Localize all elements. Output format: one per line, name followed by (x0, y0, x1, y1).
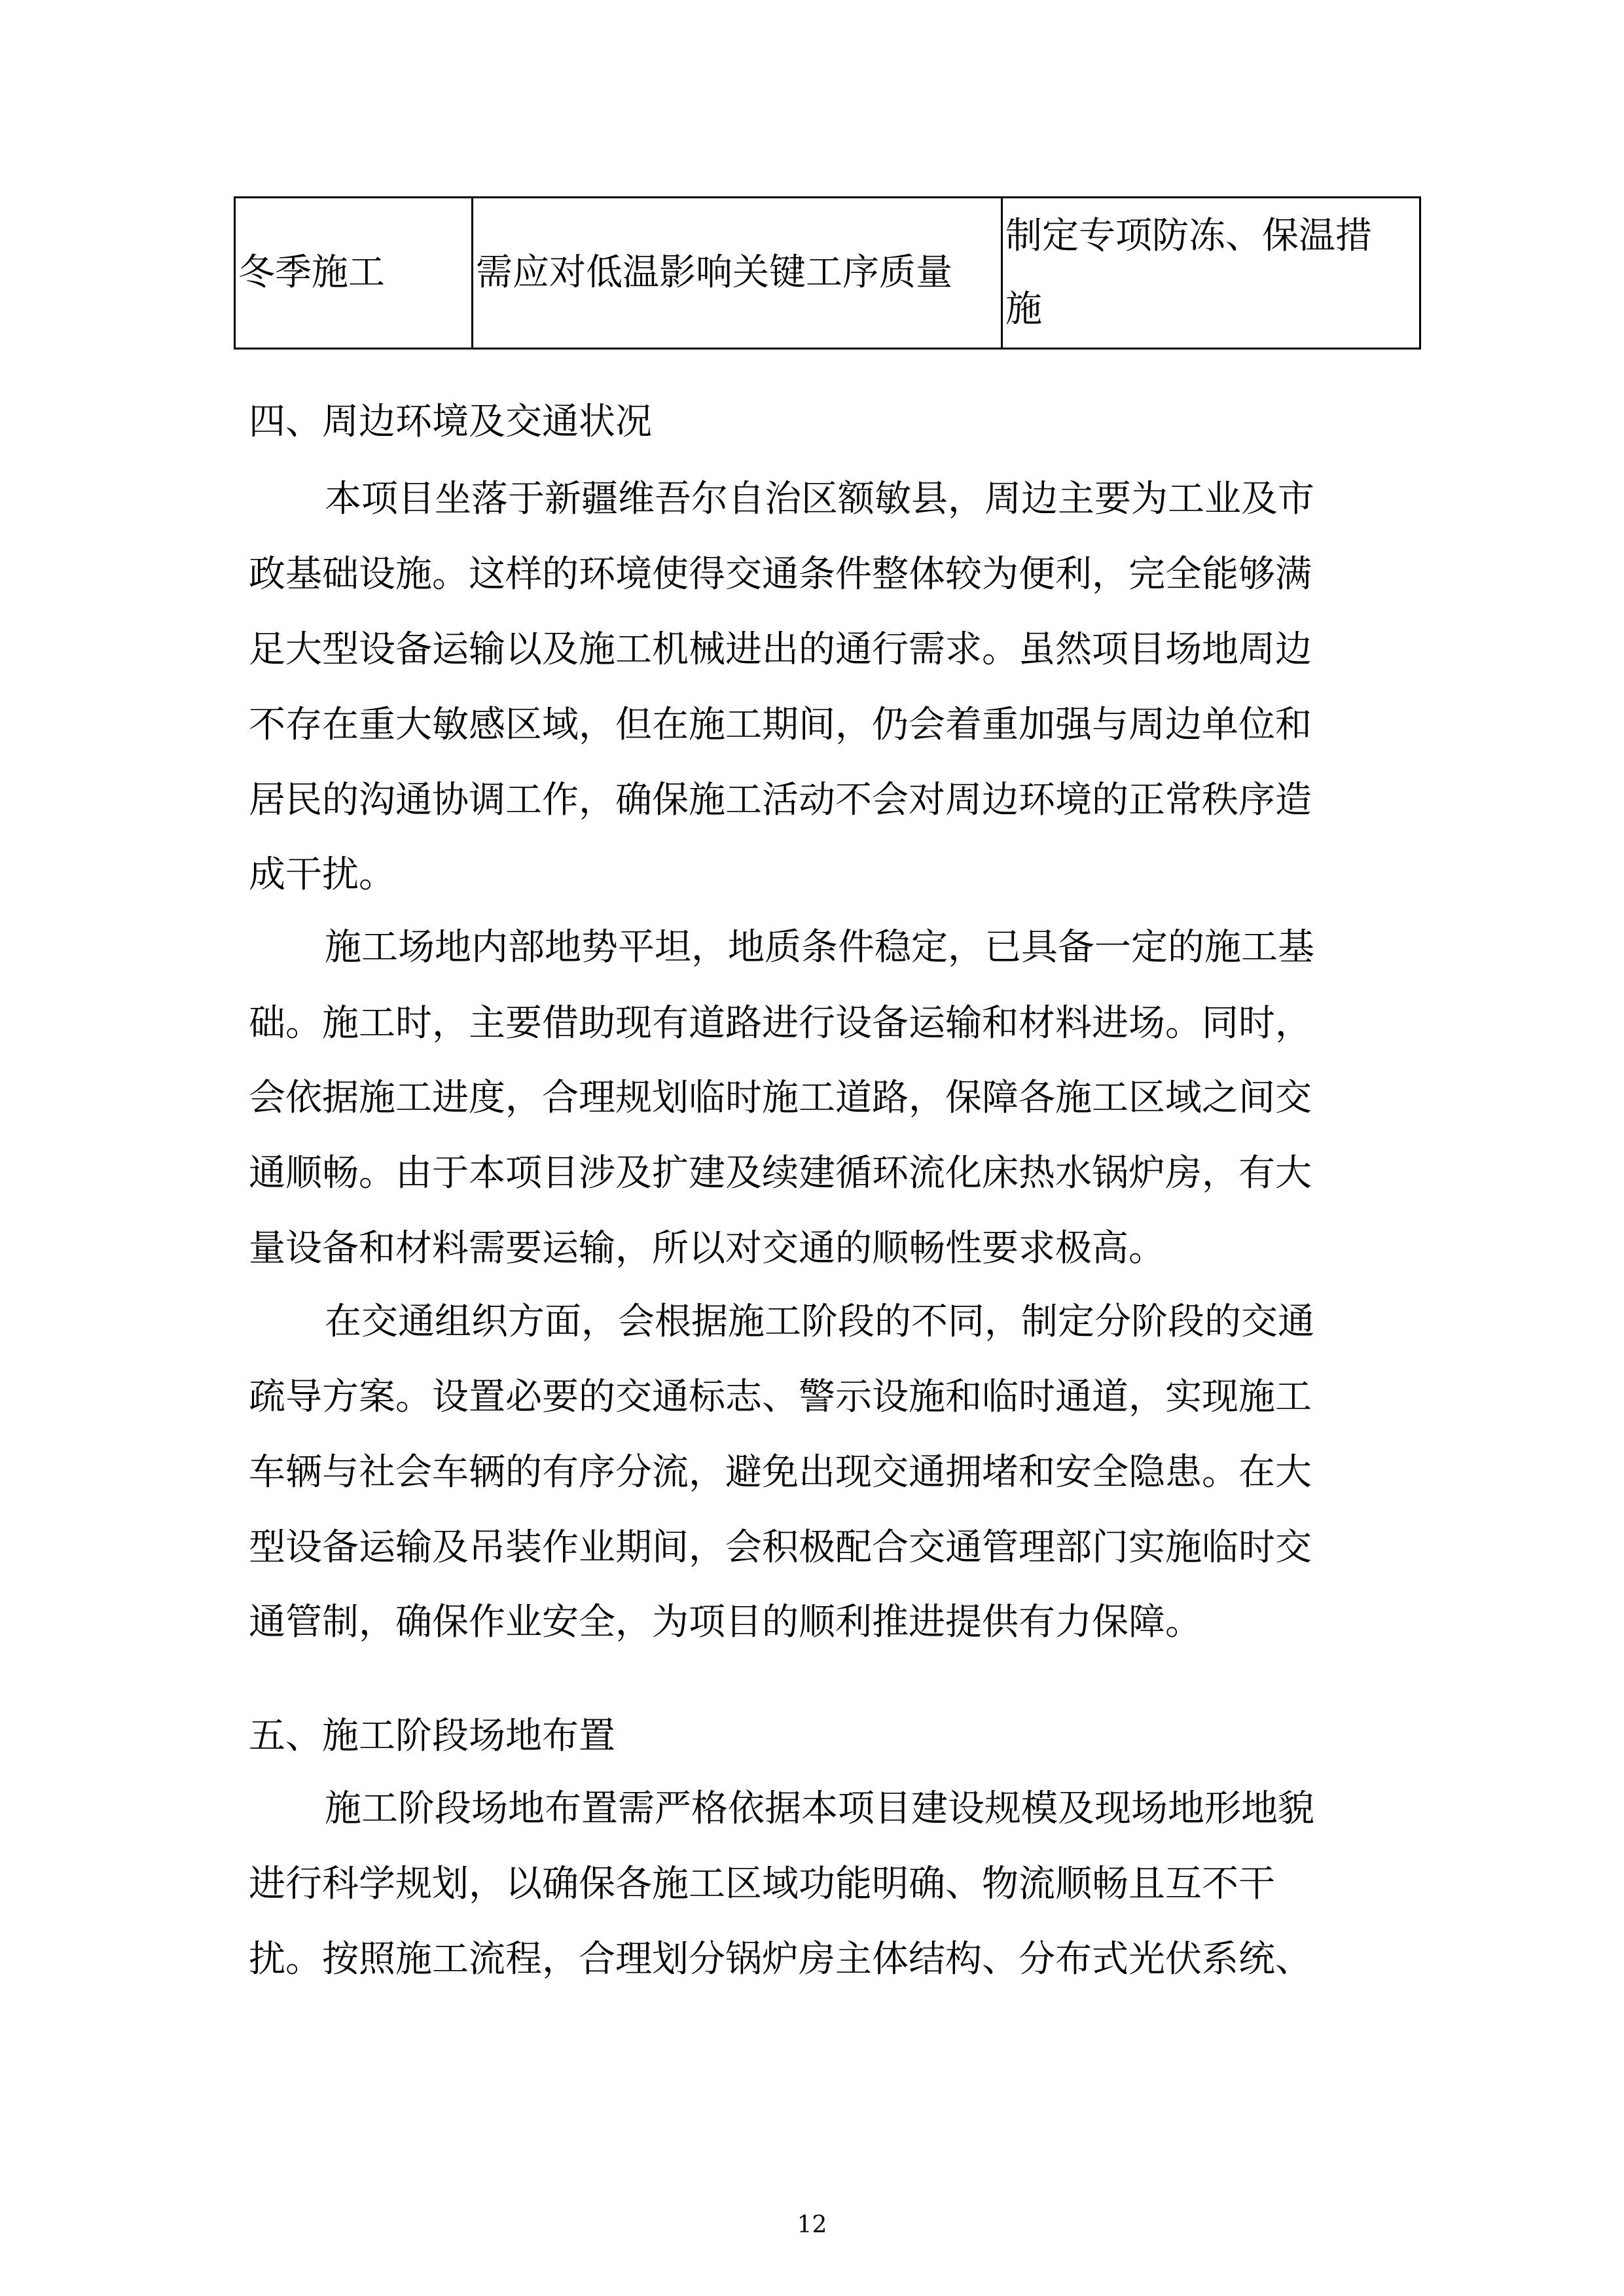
paragraph-line: 车辆与社会车辆的有序分流，避免出现交通拥堵和安全隐患。在大 (249, 1451, 1312, 1494)
paragraph-line: 施工场地内部地势平坦，地质条件稳定，已具备一定的施工基 (325, 926, 1314, 969)
paragraph-line: 居民的沟通协调工作，确保施工活动不会对周边环境的正常秩序造 (249, 779, 1312, 821)
paragraph-line: 量设备和材料需要运输，所以对交通的顺畅性要求极高。 (249, 1227, 1165, 1270)
paragraph-line: 政基础设施。这样的环境使得交通条件整体较为便利，完全能够满 (249, 553, 1312, 596)
table-cell-measure (1002, 198, 1420, 349)
paragraph-line: 型设备运输及吊装作业期间，会积极配合交通管理部门实施临时交 (249, 1526, 1312, 1569)
paragraph-line: 施工阶段场地布置需严格依据本项目建设规模及现场地形地貌 (325, 1787, 1314, 1830)
paragraph-line: 础。施工时，主要借助现有道路进行设备运输和材料进场。同时， (249, 1002, 1312, 1045)
paragraph-line: 会依据施工进度，合理规划临时施工道路，保障各施工区域之间交 (249, 1077, 1312, 1119)
paragraph-line: 进行科学规划，以确保各施工区域功能明确、物流顺畅且互不干 (249, 1863, 1275, 1905)
page-number: 12 (797, 2212, 827, 2238)
paragraph-line: 疏导方案。设置必要的交通标志、警示设施和临时通道，实现施工 (249, 1376, 1312, 1418)
paragraph-line: 成干扰。 (249, 853, 395, 896)
paragraph-line: 在交通组织方面，会根据施工阶段的不同，制定分阶段的交通 (325, 1300, 1314, 1343)
paragraph-line: 足大型设备运输以及施工机械进出的通行需求。虽然项目场地周边 (249, 628, 1312, 671)
table-row (235, 198, 1420, 349)
measure-line-2: 施 (1005, 288, 1042, 331)
paragraph-line: 不存在重大敏感区域，但在施工期间，仍会着重加强与周边单位和 (249, 704, 1312, 746)
construction-risk-table (234, 196, 1421, 350)
paragraph-line: 扰。按照施工流程，合理划分锅炉房主体结构、分布式光伏系统、 (249, 1938, 1312, 1981)
table-cell-description: 需应对低温影响关键工序质量 (473, 198, 1002, 349)
section-heading-surroundings: 四、周边环境及交通状况 (249, 401, 652, 443)
measure-line-1: 制定专项防冻、保温措 (1005, 215, 1372, 257)
table-cell-item: 冬季施工 (235, 198, 473, 349)
paragraph-line: 通顺畅。由于本项目涉及扩建及续建循环流化床热水锅炉房，有大 (249, 1152, 1312, 1194)
paragraph-line: 本项目坐落于新疆维吾尔自治区额敏县，周边主要为工业及市 (325, 478, 1314, 520)
paragraph-line: 通管制，确保作业安全，为项目的顺利推进提供有力保障。 (249, 1601, 1202, 1643)
section-heading-site-layout: 五、施工阶段场地布置 (249, 1715, 615, 1757)
